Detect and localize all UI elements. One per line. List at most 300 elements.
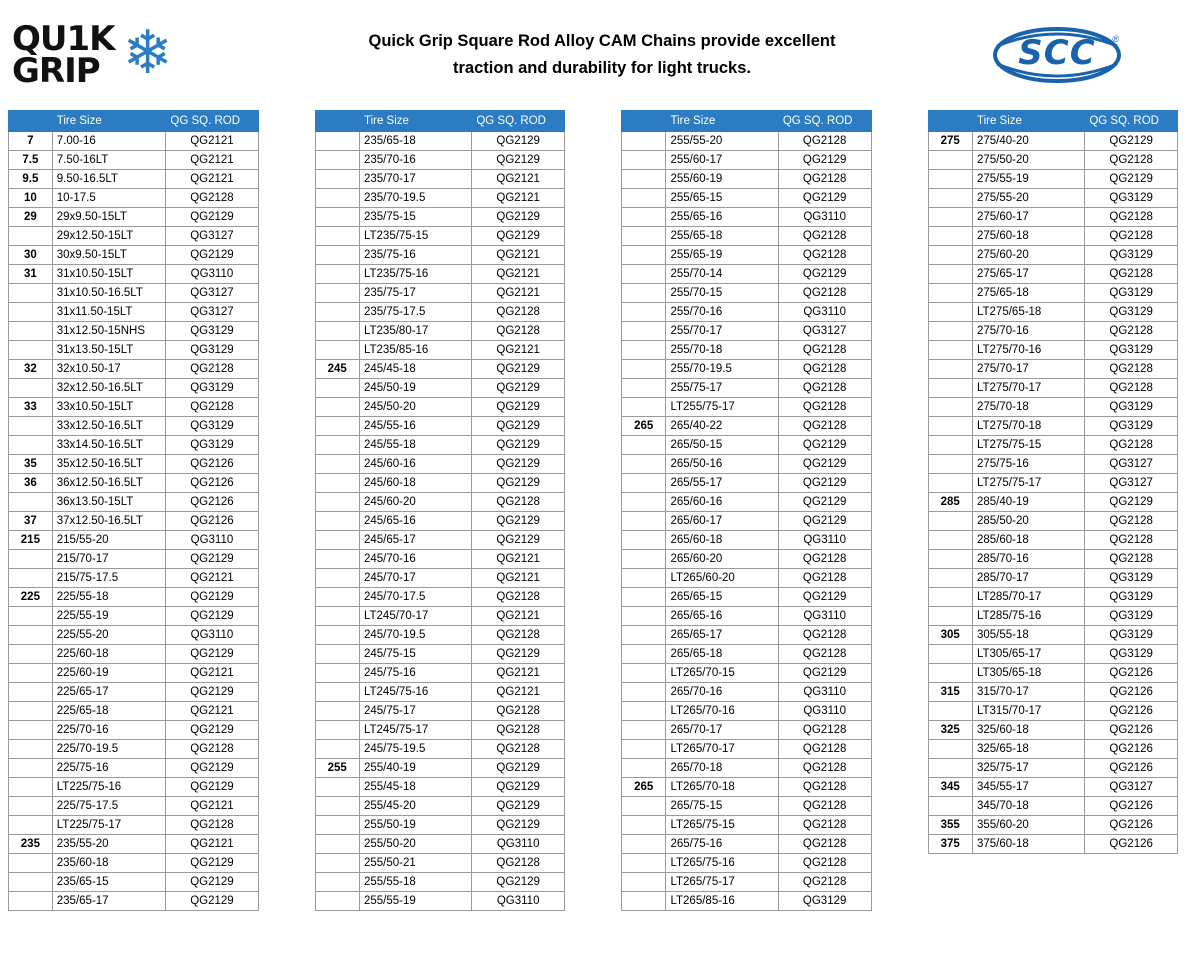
cell-qg-sq-rod: QG2126 [1085, 740, 1178, 759]
cell-qg-sq-rod: QG2128 [778, 360, 871, 379]
cell-qg-sq-rod: QG2126 [166, 493, 258, 512]
cell-group: 10 [9, 189, 53, 208]
cell-tire-size: 245/75-15 [359, 645, 471, 664]
cell-tire-size: 235/75-16 [359, 246, 471, 265]
cell-tire-size: LT255/75-17 [666, 398, 778, 417]
cell-tire-size: LT245/70-17 [359, 607, 471, 626]
table-row [928, 664, 1178, 683]
cell-qg-sq-rod: QG2128 [778, 626, 871, 645]
table-row [9, 379, 259, 398]
cell-qg-sq-rod: QG2129 [1085, 170, 1178, 189]
cell-group [928, 607, 972, 626]
cell-tire-size: 7.50-16LT [52, 151, 166, 170]
cell-qg-sq-rod: QG3110 [472, 835, 565, 854]
cell-tire-size: 255/50-19 [359, 816, 471, 835]
cell-group [622, 227, 666, 246]
cell-tire-size: 245/75-17 [359, 702, 471, 721]
table-row [9, 607, 259, 626]
cell-qg-sq-rod: QG2128 [778, 417, 871, 436]
cell-qg-sq-rod: QG2128 [778, 170, 871, 189]
cell-tire-size: 245/75-19.5 [359, 740, 471, 759]
cell-group [9, 778, 53, 797]
cell-qg-sq-rod: QG3129 [166, 417, 258, 436]
header-qg-sq-rod: QG SQ. ROD [166, 111, 258, 132]
cell-group [315, 208, 359, 227]
table-row [315, 436, 565, 455]
cell-qg-sq-rod: QG2129 [472, 816, 565, 835]
cell-qg-sq-rod: QG2128 [472, 322, 565, 341]
table-row [622, 341, 872, 360]
table-row [9, 417, 259, 436]
cell-group [928, 436, 972, 455]
table-row [928, 189, 1178, 208]
cell-qg-sq-rod: QG2126 [1085, 664, 1178, 683]
cell-group: 375 [928, 835, 972, 854]
table-row [928, 531, 1178, 550]
table-row [928, 265, 1178, 284]
cell-tire-size: 225/55-18 [52, 588, 166, 607]
cell-tire-size: 225/70-16 [52, 721, 166, 740]
cell-qg-sq-rod: QG2126 [1085, 702, 1178, 721]
table-row [315, 398, 565, 417]
table-row [315, 759, 565, 778]
cell-tire-size: 275/40-20 [972, 132, 1084, 151]
cell-qg-sq-rod: QG3129 [166, 322, 258, 341]
cell-tire-size: 245/70-19.5 [359, 626, 471, 645]
cell-group [9, 740, 53, 759]
cell-group [315, 740, 359, 759]
table-row [9, 322, 259, 341]
table-row [9, 512, 259, 531]
cell-qg-sq-rod: QG2121 [166, 835, 258, 854]
cell-qg-sq-rod: QG3110 [472, 892, 565, 911]
cell-tire-size: 255/65-19 [666, 246, 778, 265]
table-row [928, 778, 1178, 797]
cell-group [9, 417, 53, 436]
cell-group [315, 227, 359, 246]
cell-tire-size: 265/60-20 [666, 550, 778, 569]
cell-qg-sq-rod: QG3129 [1085, 189, 1178, 208]
cell-group [9, 797, 53, 816]
cell-tire-size: 225/70-19.5 [52, 740, 166, 759]
cell-group [928, 303, 972, 322]
cell-tire-size: 265/65-16 [666, 607, 778, 626]
table-row [622, 702, 872, 721]
cell-tire-size: 245/65-17 [359, 531, 471, 550]
cell-group [622, 721, 666, 740]
cell-tire-size: 245/50-19 [359, 379, 471, 398]
table-row [622, 455, 872, 474]
cell-tire-size: 245/50-20 [359, 398, 471, 417]
table-row [928, 645, 1178, 664]
table-row [622, 379, 872, 398]
tire-table-column-4 [928, 110, 1179, 911]
cell-group [928, 398, 972, 417]
cell-group [928, 550, 972, 569]
cell-qg-sq-rod: QG3110 [778, 208, 871, 227]
cell-tire-size: 215/70-17 [52, 550, 166, 569]
cell-tire-size: 265/60-16 [666, 493, 778, 512]
cell-qg-sq-rod: QG2129 [778, 455, 871, 474]
cell-group [622, 873, 666, 892]
cell-group [622, 398, 666, 417]
cell-tire-size: LT265/75-17 [666, 873, 778, 892]
cell-qg-sq-rod: QG2128 [778, 778, 871, 797]
cell-qg-sq-rod: QG2128 [472, 740, 565, 759]
cell-tire-size: 275/50-20 [972, 151, 1084, 170]
cell-group [928, 360, 972, 379]
cell-qg-sq-rod: QG2129 [166, 759, 258, 778]
table-row [928, 284, 1178, 303]
cell-tire-size: 265/70-18 [666, 759, 778, 778]
cell-qg-sq-rod: QG2128 [778, 797, 871, 816]
cell-qg-sq-rod: QG3110 [778, 531, 871, 550]
cell-group: 275 [928, 132, 972, 151]
cell-qg-sq-rod: QG2126 [1085, 835, 1178, 854]
cell-qg-sq-rod: QG2128 [1085, 227, 1178, 246]
header-qg-sq-rod: QG SQ. ROD [472, 111, 565, 132]
cell-tire-size: LT265/75-15 [666, 816, 778, 835]
cell-tire-size: 255/60-17 [666, 151, 778, 170]
table-row [622, 626, 872, 645]
cell-tire-size: 235/70-16 [359, 151, 471, 170]
table-row [9, 626, 259, 645]
cell-group [9, 550, 53, 569]
table-row [315, 512, 565, 531]
cell-tire-size: LT235/80-17 [359, 322, 471, 341]
cell-qg-sq-rod: QG3129 [1085, 569, 1178, 588]
cell-tire-size: 275/65-17 [972, 265, 1084, 284]
cell-qg-sq-rod: QG2126 [1085, 797, 1178, 816]
tire-table-1-body [9, 132, 259, 911]
cell-group [315, 398, 359, 417]
table-row [315, 531, 565, 550]
cell-tire-size: 36x12.50-16.5LT [52, 474, 166, 493]
cell-group: 345 [928, 778, 972, 797]
cell-qg-sq-rod: QG2128 [778, 398, 871, 417]
cell-tire-size: LT265/70-18 [666, 778, 778, 797]
cell-tire-size: 36x13.50-15LT [52, 493, 166, 512]
cell-tire-size: 245/60-16 [359, 455, 471, 474]
table-row [9, 360, 259, 379]
page-title [262, 28, 942, 82]
table-row [928, 246, 1178, 265]
cell-group [315, 417, 359, 436]
cell-tire-size: 325/75-17 [972, 759, 1084, 778]
cell-tire-size: 255/70-17 [666, 322, 778, 341]
cell-qg-sq-rod: QG2128 [1085, 360, 1178, 379]
cell-qg-sq-rod: QG3127 [778, 322, 871, 341]
table-row [622, 474, 872, 493]
cell-group: 36 [9, 474, 53, 493]
cell-qg-sq-rod: QG2128 [778, 740, 871, 759]
cell-qg-sq-rod: QG3127 [166, 303, 258, 322]
cell-tire-size: 9.50-16.5LT [52, 170, 166, 189]
cell-group [315, 246, 359, 265]
cell-tire-size: 255/45-18 [359, 778, 471, 797]
cell-qg-sq-rod: QG2128 [472, 626, 565, 645]
table-row [928, 341, 1178, 360]
tire-table-3-body [622, 132, 872, 911]
cell-qg-sq-rod: QG2128 [1085, 151, 1178, 170]
cell-qg-sq-rod: QG2129 [166, 645, 258, 664]
cell-qg-sq-rod: QG2129 [778, 588, 871, 607]
cell-group [622, 265, 666, 284]
cell-tire-size: 29x12.50-15LT [52, 227, 166, 246]
table-row [315, 132, 565, 151]
cell-group [928, 151, 972, 170]
cell-tire-size: 245/55-16 [359, 417, 471, 436]
cell-group [928, 265, 972, 284]
cell-qg-sq-rod: QG2128 [1085, 265, 1178, 284]
cell-group [9, 569, 53, 588]
cell-qg-sq-rod: QG2128 [778, 854, 871, 873]
table-row [928, 797, 1178, 816]
header-group [622, 111, 666, 132]
cell-qg-sq-rod: QG3110 [166, 265, 258, 284]
table-row [9, 246, 259, 265]
tire-table-4 [928, 110, 1179, 854]
cell-group: 265 [622, 417, 666, 436]
cell-qg-sq-rod: QG2121 [472, 569, 565, 588]
cell-group [9, 341, 53, 360]
table-row [622, 189, 872, 208]
cell-group [622, 569, 666, 588]
table-row [315, 645, 565, 664]
cell-qg-sq-rod: QG2121 [472, 284, 565, 303]
cell-tire-size: 32x10.50-17 [52, 360, 166, 379]
cell-group: 235 [9, 835, 53, 854]
cell-group [622, 474, 666, 493]
cell-tire-size: 265/65-18 [666, 645, 778, 664]
cell-qg-sq-rod: QG2129 [166, 588, 258, 607]
table-row [928, 588, 1178, 607]
cell-qg-sq-rod: QG2129 [472, 417, 565, 436]
table-row [622, 854, 872, 873]
cell-group [928, 455, 972, 474]
cell-group [315, 265, 359, 284]
cell-group [622, 436, 666, 455]
cell-group [9, 379, 53, 398]
cell-qg-sq-rod: QG2129 [472, 398, 565, 417]
cell-group: 37 [9, 512, 53, 531]
cell-qg-sq-rod: QG2128 [778, 284, 871, 303]
cell-group: 255 [315, 759, 359, 778]
cell-qg-sq-rod: QG3110 [778, 607, 871, 626]
cell-tire-size: LT285/70-17 [972, 588, 1084, 607]
scc-logo-text: SCC [1018, 33, 1096, 73]
cell-group [928, 740, 972, 759]
table-row [315, 246, 565, 265]
cell-qg-sq-rod: QG2121 [472, 265, 565, 284]
cell-tire-size: 31x12.50-15NHS [52, 322, 166, 341]
cell-group [9, 664, 53, 683]
cell-tire-size: 255/55-19 [359, 892, 471, 911]
table-row [9, 759, 259, 778]
cell-tire-size: 265/70-17 [666, 721, 778, 740]
table-row [928, 379, 1178, 398]
table-row [9, 455, 259, 474]
cell-group [622, 759, 666, 778]
cell-group [622, 455, 666, 474]
cell-tire-size: LT315/70-17 [972, 702, 1084, 721]
cell-qg-sq-rod: QG2129 [472, 873, 565, 892]
cell-tire-size: 375/60-18 [972, 835, 1084, 854]
table-row [315, 493, 565, 512]
cell-group [928, 208, 972, 227]
cell-group [315, 569, 359, 588]
cell-qg-sq-rod: QG2121 [166, 569, 258, 588]
cell-group [622, 816, 666, 835]
table-header-row [928, 111, 1178, 132]
cell-qg-sq-rod: QG3110 [778, 683, 871, 702]
cell-qg-sq-rod: QG2128 [778, 816, 871, 835]
snowflake-icon: ❄ [122, 19, 173, 86]
cell-qg-sq-rod: QG3127 [166, 227, 258, 246]
table-row [9, 645, 259, 664]
header-group [315, 111, 359, 132]
cell-tire-size: 245/65-16 [359, 512, 471, 531]
cell-tire-size: LT265/70-15 [666, 664, 778, 683]
table-row [622, 607, 872, 626]
cell-qg-sq-rod: QG2128 [166, 189, 258, 208]
table-row [9, 683, 259, 702]
cell-qg-sq-rod: QG2129 [166, 892, 258, 911]
cell-tire-size: 265/60-17 [666, 512, 778, 531]
table-row [928, 303, 1178, 322]
cell-group [622, 512, 666, 531]
cell-group [622, 151, 666, 170]
table-row [622, 512, 872, 531]
cell-tire-size: 255/55-20 [666, 132, 778, 151]
cell-group [622, 341, 666, 360]
table-row [315, 265, 565, 284]
table-row [9, 170, 259, 189]
cell-qg-sq-rod: QG3129 [1085, 417, 1178, 436]
table-row [928, 436, 1178, 455]
cell-tire-size: LT275/70-18 [972, 417, 1084, 436]
cell-tire-size: LT265/75-16 [666, 854, 778, 873]
cell-qg-sq-rod: QG2128 [778, 246, 871, 265]
cell-qg-sq-rod: QG2129 [472, 360, 565, 379]
cell-tire-size: 265/50-16 [666, 455, 778, 474]
cell-tire-size: 245/60-20 [359, 493, 471, 512]
cell-qg-sq-rod: QG2128 [472, 854, 565, 873]
cell-tire-size: 265/75-15 [666, 797, 778, 816]
table-row [928, 322, 1178, 341]
cell-group [315, 151, 359, 170]
cell-qg-sq-rod: QG2129 [166, 246, 258, 265]
table-row [622, 721, 872, 740]
table-row [315, 854, 565, 873]
cell-qg-sq-rod: QG2128 [472, 702, 565, 721]
table-header-row [622, 111, 872, 132]
cell-tire-size: 285/70-17 [972, 569, 1084, 588]
cell-qg-sq-rod: QG2128 [166, 398, 258, 417]
table-row [315, 873, 565, 892]
table-row [9, 702, 259, 721]
cell-tire-size: 31x10.50-15LT [52, 265, 166, 284]
table-row [9, 892, 259, 911]
cell-tire-size: 355/60-20 [972, 816, 1084, 835]
table-row [622, 322, 872, 341]
table-row [315, 588, 565, 607]
cell-tire-size: LT305/65-18 [972, 664, 1084, 683]
cell-qg-sq-rod: QG3129 [1085, 341, 1178, 360]
cell-group [315, 379, 359, 398]
table-row [315, 170, 565, 189]
header-group [928, 111, 972, 132]
table-row [622, 284, 872, 303]
cell-group [9, 873, 53, 892]
cell-qg-sq-rod: QG2128 [778, 721, 871, 740]
table-row [928, 683, 1178, 702]
cell-tire-size: 225/60-19 [52, 664, 166, 683]
cell-tire-size: 7.00-16 [52, 132, 166, 151]
cell-tire-size: 255/65-18 [666, 227, 778, 246]
cell-group [315, 702, 359, 721]
cell-tire-size: 225/65-18 [52, 702, 166, 721]
cell-group [315, 341, 359, 360]
cell-tire-size: 33x12.50-16.5LT [52, 417, 166, 436]
cell-tire-size: 255/70-15 [666, 284, 778, 303]
cell-qg-sq-rod: QG2121 [166, 170, 258, 189]
cell-tire-size: LT305/65-17 [972, 645, 1084, 664]
table-row [622, 493, 872, 512]
cell-group [622, 607, 666, 626]
cell-group [9, 493, 53, 512]
cell-group [928, 322, 972, 341]
table-row [315, 322, 565, 341]
cell-qg-sq-rod: QG2121 [472, 607, 565, 626]
table-row [9, 854, 259, 873]
cell-tire-size: LT245/75-16 [359, 683, 471, 702]
cell-group: 325 [928, 721, 972, 740]
cell-group: 315 [928, 683, 972, 702]
cell-group [622, 683, 666, 702]
cell-tire-size: 215/55-20 [52, 531, 166, 550]
cell-group [9, 303, 53, 322]
cell-tire-size: 275/75-16 [972, 455, 1084, 474]
cell-group [622, 645, 666, 664]
cell-tire-size: 285/60-18 [972, 531, 1084, 550]
table-row [315, 284, 565, 303]
cell-qg-sq-rod: QG2129 [166, 550, 258, 569]
cell-tire-size: 235/65-15 [52, 873, 166, 892]
cell-qg-sq-rod: QG2128 [472, 493, 565, 512]
cell-qg-sq-rod: QG2129 [472, 474, 565, 493]
cell-group: 265 [622, 778, 666, 797]
cell-group [315, 664, 359, 683]
cell-group [315, 854, 359, 873]
tire-table-2-body [315, 132, 565, 911]
header-tire-size: Tire Size [666, 111, 778, 132]
table-row [622, 569, 872, 588]
cell-tire-size: 255/65-15 [666, 189, 778, 208]
cell-group [315, 474, 359, 493]
cell-qg-sq-rod: QG3129 [778, 892, 871, 911]
cell-qg-sq-rod: QG2128 [1085, 436, 1178, 455]
quik-grip-logo [12, 18, 262, 91]
cell-tire-size: 245/45-18 [359, 360, 471, 379]
table-row [622, 664, 872, 683]
cell-qg-sq-rod: QG2121 [166, 702, 258, 721]
cell-qg-sq-rod: QG2128 [778, 873, 871, 892]
cell-tire-size: 235/65-18 [359, 132, 471, 151]
cell-qg-sq-rod: QG3129 [166, 436, 258, 455]
tire-table-4-head [928, 111, 1178, 132]
cell-tire-size: LT225/75-17 [52, 816, 166, 835]
